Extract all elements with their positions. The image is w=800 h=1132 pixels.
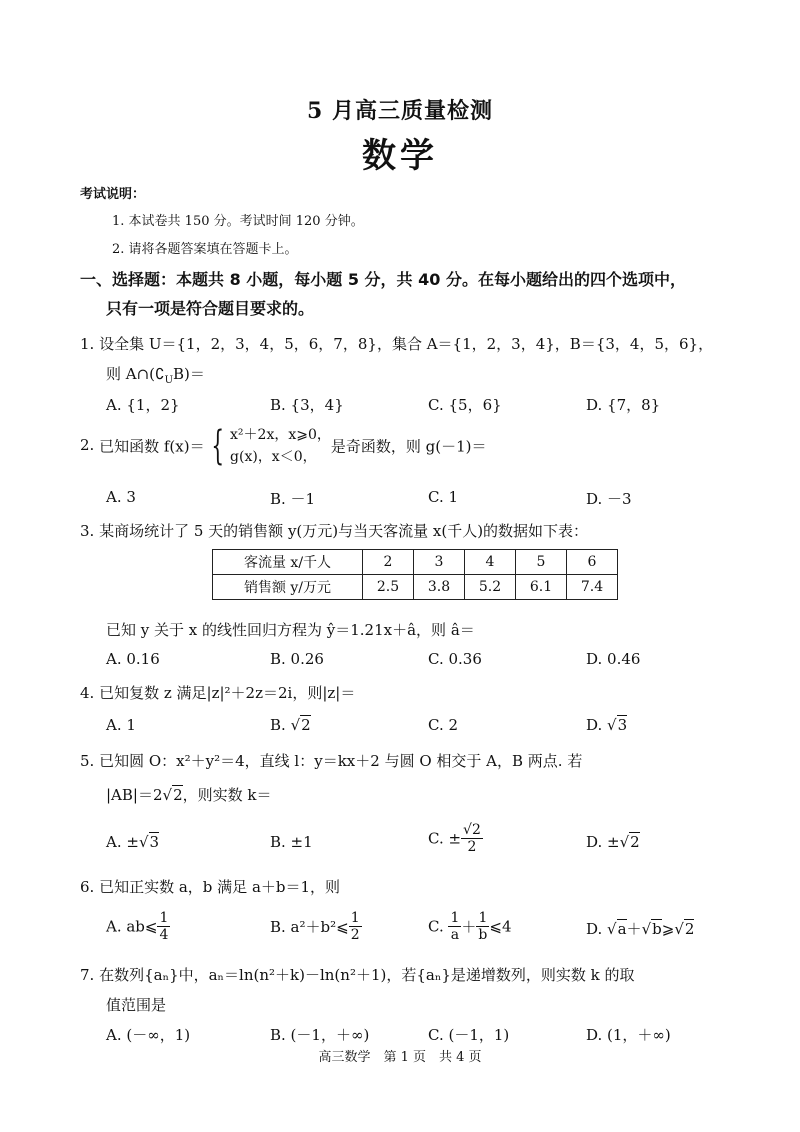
sqrt-icon: √ bbox=[607, 716, 617, 734]
numerator: √2 bbox=[463, 822, 481, 838]
subject-title: 数学 bbox=[362, 136, 438, 176]
option-text: ⩽4 bbox=[489, 917, 512, 936]
table-header-cell: 客流量 x/千人 bbox=[213, 550, 363, 575]
table-row bbox=[213, 550, 618, 575]
option-d[interactable] bbox=[586, 833, 640, 851]
denominator: 2 bbox=[350, 927, 360, 943]
option-a[interactable]: A. 3 bbox=[106, 488, 136, 506]
numerator: 1 bbox=[350, 910, 360, 926]
option-c[interactable] bbox=[428, 822, 483, 855]
question-text: 已知函数 f(x)＝ bbox=[99, 437, 205, 456]
plus-sign: ＋ bbox=[461, 918, 477, 936]
sqrt-icon: √ bbox=[162, 786, 173, 804]
question-number: 4. bbox=[80, 684, 95, 702]
option-d[interactable] bbox=[586, 716, 627, 734]
question-number: 7. bbox=[80, 966, 95, 984]
question-7-cont: 值范围是 bbox=[106, 996, 167, 1014]
table-cell: 7.4 bbox=[567, 575, 618, 600]
question-1 bbox=[80, 333, 713, 354]
question-3 bbox=[80, 520, 588, 541]
case-2: g(x)，x＜0， bbox=[230, 449, 317, 465]
option-b[interactable] bbox=[270, 716, 311, 734]
option-d[interactable] bbox=[586, 918, 694, 939]
denominator: 2 bbox=[467, 839, 477, 855]
sqrt-icon: √ bbox=[607, 920, 617, 938]
radicand: 2 bbox=[301, 716, 311, 734]
option-d[interactable]: D. 0.46 bbox=[586, 650, 641, 668]
table-row bbox=[213, 575, 618, 600]
question-5-cont bbox=[106, 784, 271, 805]
option-a[interactable]: A. (－∞，1) bbox=[106, 1026, 191, 1044]
fraction bbox=[448, 910, 461, 943]
sqrt-icon: √ bbox=[674, 920, 684, 938]
option-label: A. ab⩽ bbox=[106, 917, 158, 936]
section-heading: 一、选择题：本题共 8 小题，每小题 5 分，共 40 分。在每小题给出的四个选项中， bbox=[80, 270, 686, 289]
question-text: 已知正实数 a，b 满足 a＋b＝1，则 bbox=[99, 878, 341, 896]
sqrt-icon: √ bbox=[619, 833, 630, 851]
question-text: B)＝ bbox=[173, 365, 205, 383]
fraction bbox=[461, 822, 483, 855]
option-b[interactable]: B. ±1 bbox=[270, 833, 313, 851]
option-d[interactable]: D. {7，8} bbox=[586, 396, 661, 414]
page-footer: 高三数学 第 1 页 共 4 页 bbox=[318, 1050, 482, 1065]
option-a[interactable] bbox=[106, 910, 170, 943]
option-label: D. bbox=[586, 716, 608, 734]
option-c[interactable]: C. 1 bbox=[428, 488, 459, 506]
option-label: B. bbox=[270, 716, 291, 734]
radicand: 2 bbox=[684, 920, 695, 938]
option-c[interactable]: C. 0.36 bbox=[428, 650, 482, 668]
question-text: 设全集 U＝{1，2，3，4，5，6，7，8}，集合 A＝{1，2，3，4}，B＝{3，4，5，6}， bbox=[99, 335, 714, 353]
option-label: A. ± bbox=[106, 833, 139, 851]
instruction-item: 1. 本试卷共 150 分。考试时间 120 分钟。 bbox=[112, 214, 364, 229]
question-text: ，则实数 k＝ bbox=[182, 786, 272, 804]
fraction bbox=[476, 910, 489, 943]
question-4 bbox=[80, 682, 355, 703]
option-c[interactable]: C. (－1，1) bbox=[428, 1026, 510, 1044]
option-label: D. bbox=[586, 920, 608, 938]
radicand: 2 bbox=[173, 786, 183, 804]
option-label: D. ± bbox=[586, 833, 620, 851]
question-text: 某商场统计了 5 天的销售额 y(万元)与当天客流量 x(千人)的数据如下表： bbox=[99, 522, 589, 540]
table-cell: 6 bbox=[567, 550, 618, 575]
table-cell: 5.2 bbox=[465, 575, 516, 600]
sqrt-icon: √ bbox=[138, 833, 149, 851]
option-label: C. ± bbox=[428, 829, 462, 848]
denominator: 4 bbox=[159, 927, 169, 943]
table-cell: 4 bbox=[465, 550, 516, 575]
question-number: 5. bbox=[80, 752, 95, 770]
question-text: 则 A∩(∁ bbox=[106, 365, 165, 383]
option-b[interactable] bbox=[270, 910, 362, 943]
numerator: 1 bbox=[450, 910, 460, 926]
radicand: 3 bbox=[617, 716, 628, 734]
question-1-cont bbox=[106, 363, 205, 386]
exam-title: 5 月高三质量检测 bbox=[307, 98, 493, 124]
sqrt-icon: √ bbox=[290, 716, 301, 734]
denominator: a bbox=[450, 927, 460, 943]
option-b[interactable]: B. 0.26 bbox=[270, 650, 324, 668]
subscript: U bbox=[164, 375, 174, 386]
instruction-item: 2. 请将各题答案填在答题卡上。 bbox=[112, 242, 298, 257]
fraction bbox=[349, 910, 362, 943]
radicand: b bbox=[652, 920, 662, 938]
radicand: 2 bbox=[630, 833, 640, 851]
table-cell: 2 bbox=[363, 550, 414, 575]
option-a[interactable]: A. 1 bbox=[106, 716, 136, 734]
question-number: 2. bbox=[80, 436, 95, 454]
option-c[interactable] bbox=[428, 910, 512, 943]
option-a[interactable]: A. 0.16 bbox=[106, 650, 160, 668]
option-c[interactable]: C. 2 bbox=[428, 716, 459, 734]
option-d[interactable]: D. －3 bbox=[586, 490, 632, 508]
option-label: C. bbox=[428, 917, 449, 936]
question-text: 已知复数 z 满足|z|²＋2z＝2i，则|z|＝ bbox=[99, 684, 356, 702]
section-heading-cont: 只有一项是符合题目要求的。 bbox=[106, 299, 315, 318]
question-5 bbox=[80, 750, 582, 771]
option-c[interactable]: C. {5，6} bbox=[428, 396, 502, 414]
question-number: 3. bbox=[80, 522, 95, 540]
piecewise-cases bbox=[230, 424, 331, 468]
option-b[interactable]: B. －1 bbox=[270, 490, 316, 508]
table-cell: 3.8 bbox=[414, 575, 465, 600]
sqrt-icon: √ bbox=[641, 920, 652, 938]
question-2 bbox=[80, 424, 487, 468]
table-header-cell: 销售额 y/万元 bbox=[213, 575, 363, 600]
table-cell: 2.5 bbox=[363, 575, 414, 600]
plus-sign: ＋ bbox=[626, 920, 642, 938]
option-b[interactable]: B. {3，4} bbox=[270, 396, 344, 414]
instructions-heading: 考试说明： bbox=[80, 187, 146, 202]
option-b[interactable]: B. (－1，＋∞) bbox=[270, 1026, 370, 1044]
case-1: x²＋2x，x⩾0， bbox=[230, 427, 331, 443]
table-cell: 5 bbox=[516, 550, 567, 575]
table-cell: 6.1 bbox=[516, 575, 567, 600]
numerator: 1 bbox=[159, 910, 169, 926]
question-text: 是奇函数，则 g(－1)＝ bbox=[330, 437, 487, 456]
denominator: b bbox=[478, 927, 488, 943]
question-3-cont: 已知 y 关于 x 的线性回归方程为 ŷ＝1.21x＋â，则 â＝ bbox=[106, 621, 475, 639]
question-number: 1. bbox=[80, 335, 95, 353]
radicand: a bbox=[617, 920, 627, 938]
radicand: 3 bbox=[149, 833, 160, 851]
numerator: 1 bbox=[478, 910, 488, 926]
option-label: B. a²＋b²⩽ bbox=[270, 918, 349, 936]
question-number: 6. bbox=[80, 878, 95, 896]
question-text: |AB|＝2 bbox=[106, 786, 163, 804]
data-table bbox=[212, 549, 618, 600]
question-text: 已知圆 O：x²＋y²＝4，直线 l：y＝kx＋2 与圆 O 相交于 A，B 两点. 若 bbox=[99, 752, 583, 770]
left-brace: { bbox=[210, 423, 224, 469]
geq-sign: ⩾ bbox=[661, 920, 675, 938]
option-a[interactable] bbox=[106, 833, 159, 851]
question-7 bbox=[80, 964, 635, 985]
option-a[interactable]: A. {1，2} bbox=[106, 396, 180, 414]
question-text: 在数列{aₙ}中，aₙ＝ln(n²＋k)－ln(n²＋1)，若{aₙ}是递增数列，则实数 k 的取 bbox=[99, 966, 635, 984]
table-cell: 3 bbox=[414, 550, 465, 575]
question-6 bbox=[80, 876, 340, 897]
fraction bbox=[157, 910, 170, 943]
option-d[interactable]: D. (1，＋∞) bbox=[586, 1026, 671, 1044]
